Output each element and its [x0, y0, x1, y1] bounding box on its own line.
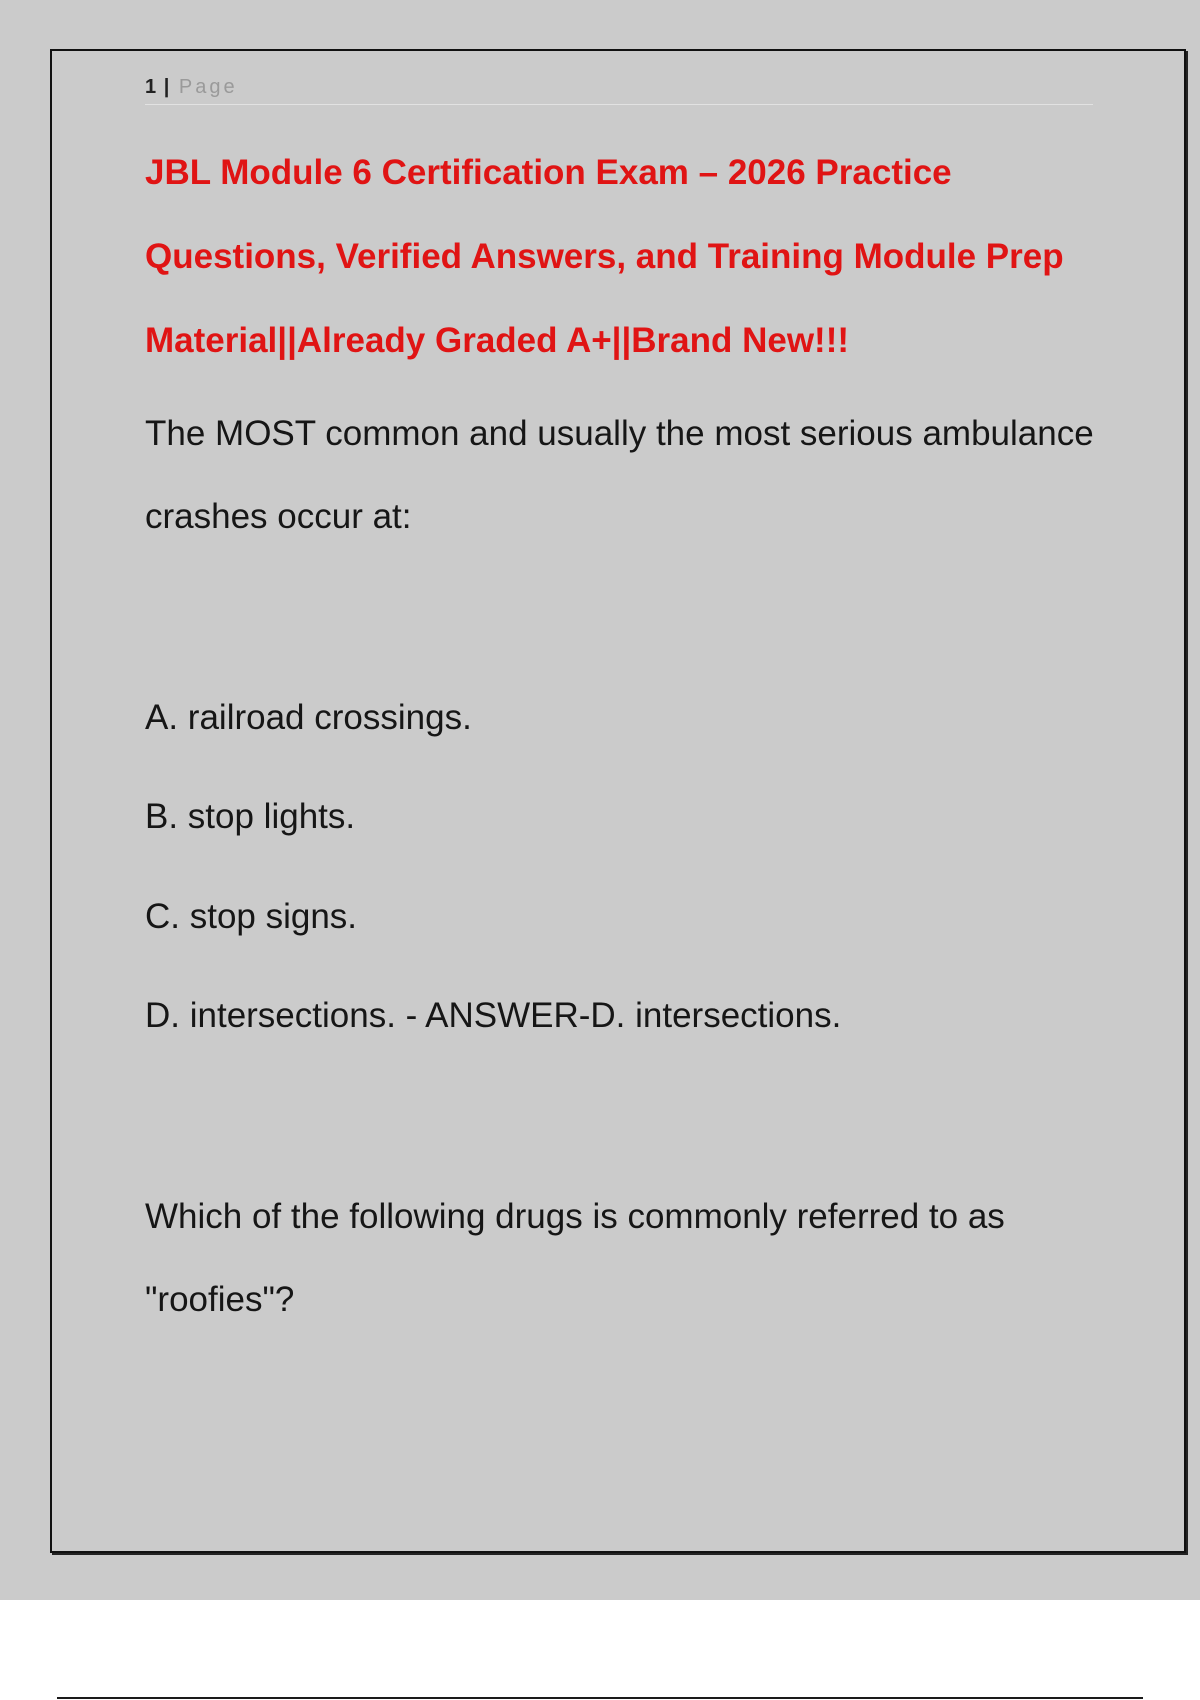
page-label: Page: [178, 76, 238, 98]
question-2-text: Which of the following drugs is commonly referred to as "roofies"?: [145, 1197, 1005, 1319]
question-1-option-b: B. stop lights.: [145, 797, 356, 836]
question-1-option-d-answer: D. intersections. - ANSWER-D. intersections.: [145, 996, 842, 1035]
page-header: [145, 74, 1093, 105]
document-title: JBL Module 6 Certification Exam – 2026 Practice Questions, Verified Answers, and Training Module Prep Material||Already Graded A+||Brand New!!!: [145, 153, 1064, 360]
question-1-option-c: C. stop signs.: [145, 897, 358, 936]
header-separator: |: [163, 76, 170, 98]
question-1-option-a: A. railroad crossings.: [145, 698, 472, 737]
question-1-text: The MOST common and usually the most serious ambulance crashes occur at:: [145, 414, 1094, 536]
bottom-divider: [57, 1697, 1143, 1699]
page-number: 1: [145, 76, 157, 98]
